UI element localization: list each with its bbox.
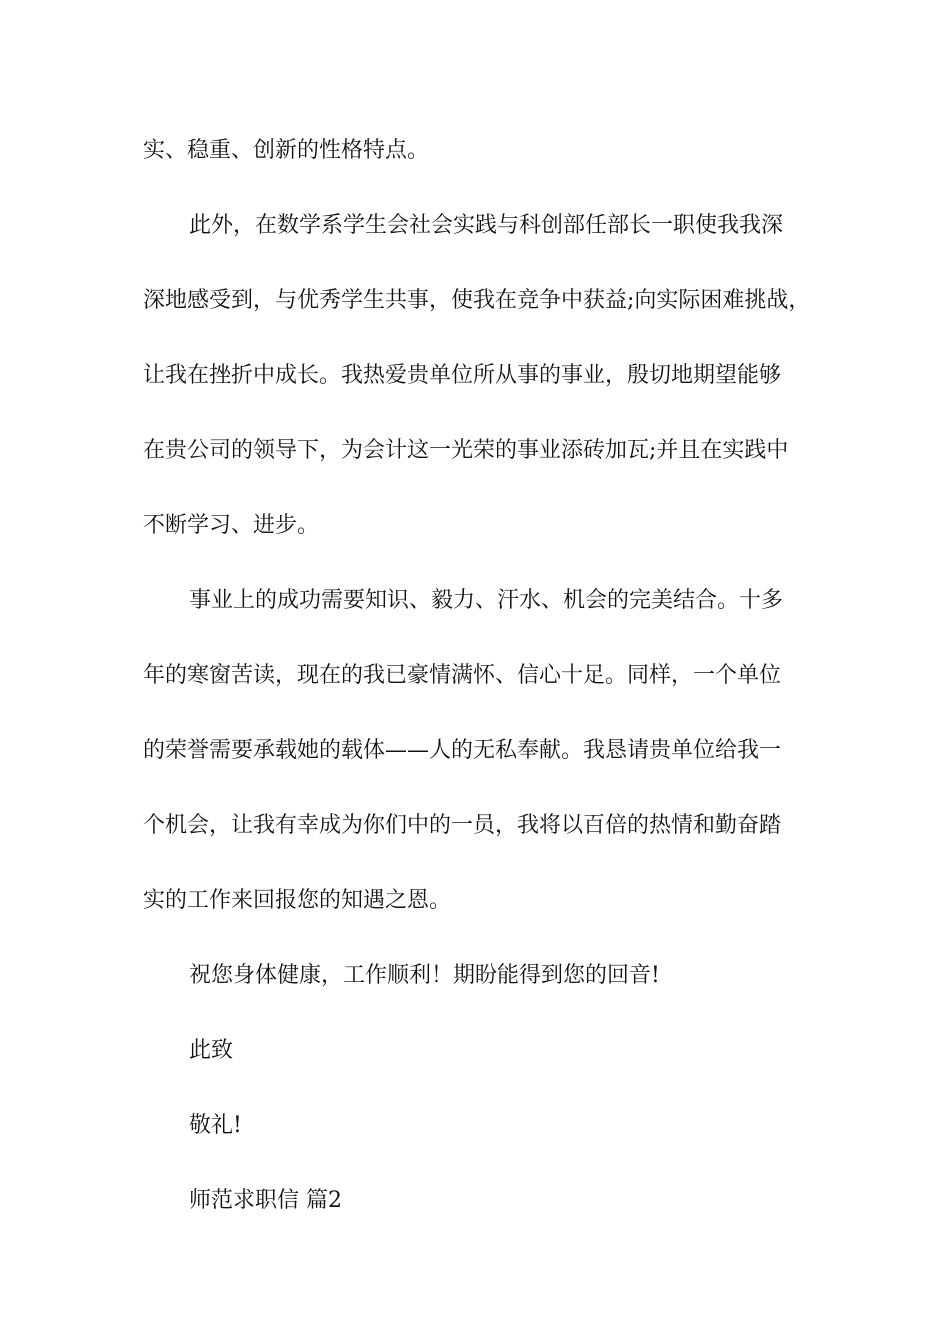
paragraph-line: 实的工作来回报您的知遇之恩。 bbox=[143, 888, 452, 913]
paragraph-line: 事业上的成功需要知识、毅力、汗水、机会的完美结合。十多 bbox=[189, 588, 784, 613]
paragraph-line: 个机会，让我有幸成为你们中的一员，我将以百倍的热情和勤奋踏 bbox=[143, 813, 782, 838]
closing-wish: 祝您身体健康，工作顺利！期盼能得到您的回音! bbox=[189, 963, 660, 988]
paragraph-line: 让我在挫折中成长。我热爱贵单位所从事的事业，殷切地期望能够 bbox=[143, 363, 782, 388]
closing-salutation: 此致 bbox=[189, 1038, 234, 1063]
paragraph-line: 实、稳重、创新的性格特点。 bbox=[143, 138, 430, 163]
paragraph-line: 的荣誉需要承载她的载体——人的无私奉献。我恳请贵单位给我一 bbox=[143, 738, 782, 763]
paragraph-line: 不断学习、进步。 bbox=[143, 513, 320, 538]
paragraph-line: 年的寒窗苦读，现在的我已豪情满怀、信心十足。同样，一个单位 bbox=[143, 663, 782, 688]
section-heading: 师范求职信 篇2 bbox=[189, 1188, 342, 1213]
paragraph-line: 此外，在数学系学生会社会实践与科创部任部长一职使我我深 bbox=[189, 213, 784, 238]
closing-regards: 敬礼! bbox=[189, 1113, 242, 1138]
paragraph-line: 在贵公司的领导下，为会计这一光荣的事业添砖加瓦;并且在实践中 bbox=[143, 438, 789, 463]
paragraph-line: 深地感受到，与优秀学生共事，使我在竞争中获益;向实际困难挑战， bbox=[143, 288, 811, 313]
